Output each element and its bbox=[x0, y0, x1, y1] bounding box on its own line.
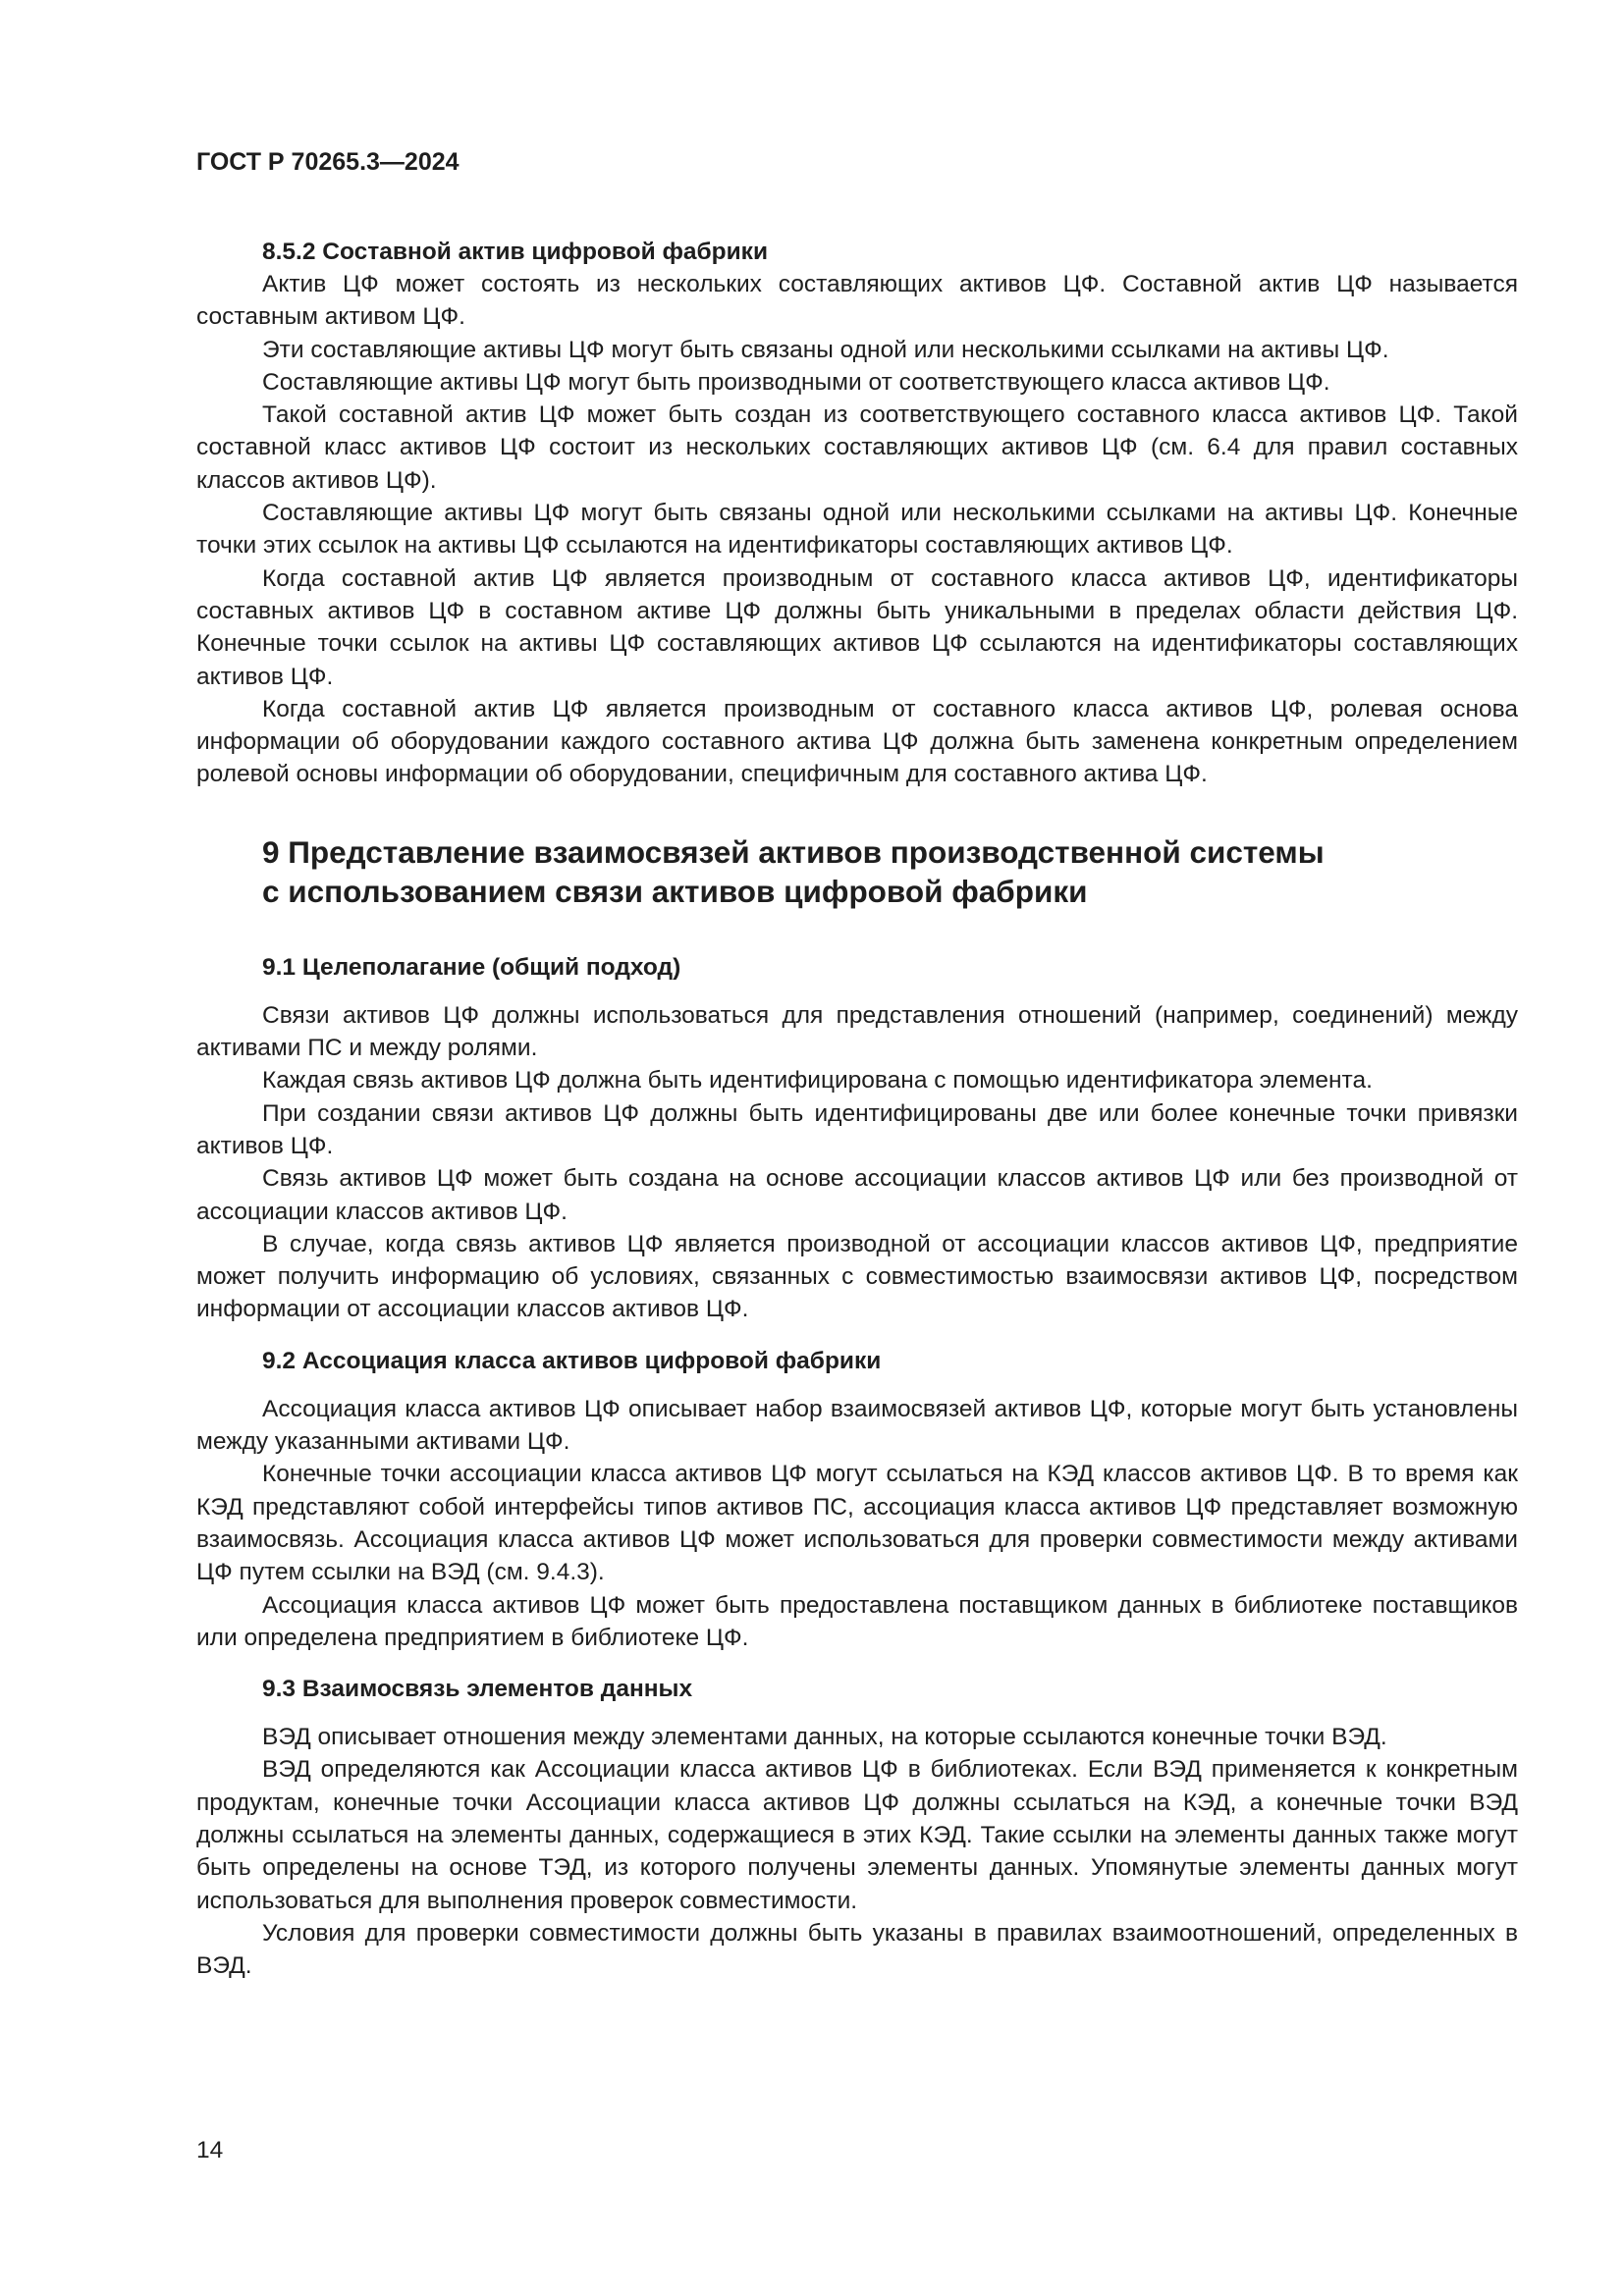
paragraph: Условия для проверки совместимости должны быть указаны в правилах взаимоотношений, определенных в ВЭД. bbox=[196, 1919, 1518, 1980]
section-9-3 bbox=[196, 1674, 1518, 1982]
paragraph: ВЭД определяются как Ассоциации класса активов ЦФ в библиотеках. Если ВЭД применяется к конкретным продуктам, конечные точки Ассоциации класса активов ЦФ должны ссылаться на КЭД, а конечные точки ВЭД должны ссылаться на элементы данных, содержащиеся в этих КЭД. Такие ссылки на элементы данных также могут быть определены на основе ТЭД, из которого получены элементы данных. Упомянутые элементы данных могут использоваться для выполнения проверок совместимости. bbox=[196, 1756, 1518, 1914]
document-page bbox=[196, 147, 1518, 1982]
paragraph: Когда составной актив ЦФ является производным от составного класса активов ЦФ, ролевая основа информации об оборудовании каждого составного актива ЦФ должна быть заменена конкретным определением ролевой основы информации об оборудовании, специфичным для составного актива ЦФ. bbox=[196, 695, 1518, 788]
section-9-1 bbox=[196, 952, 1518, 1326]
paragraph: Когда составной актив ЦФ является производным от составного класса активов ЦФ, идентификаторы составных активов ЦФ в составном активе ЦФ должны быть уникальными в пределах области действия ЦФ. Конечные точки ссылок на активы ЦФ составляющих активов ЦФ ссылаются на идентификаторы составляющих активов ЦФ. bbox=[196, 564, 1518, 690]
paragraph: Такой составной актив ЦФ может быть создан из соответствующего составного класса активов ЦФ. Такой составной класс активов ЦФ состоит из нескольких составляющих активов ЦФ (см. 6.4 для правил составных классов активов ЦФ). bbox=[196, 401, 1518, 494]
paragraph: Ассоциация класса активов ЦФ описывает набор взаимосвязей активов ЦФ, которые могут быть установлены между указанными активами ЦФ. bbox=[196, 1395, 1518, 1456]
section-heading: 8.5.2 Составной актив цифровой фабрики bbox=[262, 239, 769, 265]
chapter-heading-line-1: 9 Представление взаимосвязей активов производственной системы bbox=[262, 833, 1325, 870]
paragraph: Составляющие активы ЦФ могут быть связаны одной или несколькими ссылками на активы ЦФ. Конечные точки этих ссылок на активы ЦФ ссылаются на идентификаторы составляющих активов ЦФ. bbox=[196, 500, 1518, 560]
paragraph: Каждая связь активов ЦФ должна быть идентифицирована с помощью идентификатора элемента. bbox=[262, 1067, 1373, 1095]
section-9-2 bbox=[196, 1346, 1518, 1654]
chapter-heading-line-2: с использованием связи активов цифровой фабрики bbox=[262, 873, 1088, 909]
paragraph: Конечные точки ассоциации класса активов ЦФ могут ссылаться на КЭД классов активов ЦФ. В то время как КЭД представляют собой интерфейсы типов активов ПС, ассоциация класса активов ЦФ представляет возможную взаимосвязь. Ассоциация класса активов ЦФ может использоваться для проверки совместимости между активами ЦФ путем ссылки на ВЭД (см. 9.4.3). bbox=[196, 1461, 1518, 1586]
paragraph: Актив ЦФ может состоять из нескольких составляющих активов ЦФ. Составной актив ЦФ называется составным активом ЦФ. bbox=[196, 271, 1518, 331]
section-heading: 9.2 Ассоциация класса активов цифровой фабрики bbox=[262, 1347, 882, 1374]
paragraph: Связи активов ЦФ должны использоваться для представления отношений (например, соединений) между активами ПС и между ролями. bbox=[196, 1001, 1518, 1062]
paragraph: Эти составляющие активы ЦФ могут быть связаны одной или несколькими ссылками на активы ЦФ. bbox=[262, 336, 1389, 363]
paragraph: В случае, когда связь активов ЦФ является производной от ассоциации классов активов ЦФ, предприятие может получить информацию об условиях, связанных с совместимостью взаимосвязи активов ЦФ, посредством информации от ассоциации классов активов ЦФ. bbox=[196, 1230, 1518, 1323]
document-header: ГОСТ Р 70265.3—2024 bbox=[196, 148, 460, 176]
chapter-9-heading bbox=[196, 832, 1518, 911]
section-8-5-2 bbox=[196, 237, 1518, 791]
section-heading: 9.1 Целеполагание (общий подход) bbox=[262, 953, 681, 981]
paragraph: Составляющие активы ЦФ могут быть производными от соответствующего класса активов ЦФ. bbox=[262, 368, 1330, 396]
paragraph: Ассоциация класса активов ЦФ может быть предоставлена поставщиком данных в библиотеке поставщиков или определена предприятием в библиотеке ЦФ. bbox=[196, 1591, 1518, 1651]
paragraph: ВЭД описывает отношения между элементами данных, на которые ссылаются конечные точки ВЭД. bbox=[262, 1724, 1387, 1751]
section-heading: 9.3 Взаимосвязь элементов данных bbox=[262, 1676, 693, 1703]
page-number: 14 bbox=[196, 2137, 224, 2163]
paragraph: Связь активов ЦФ может быть создана на основе ассоциации классов активов ЦФ или без производной от ассоциации классов активов ЦФ. bbox=[196, 1165, 1518, 1225]
paragraph: При создании связи активов ЦФ должны быть идентифицированы две или более конечные точки привязки активов ЦФ. bbox=[196, 1099, 1518, 1159]
